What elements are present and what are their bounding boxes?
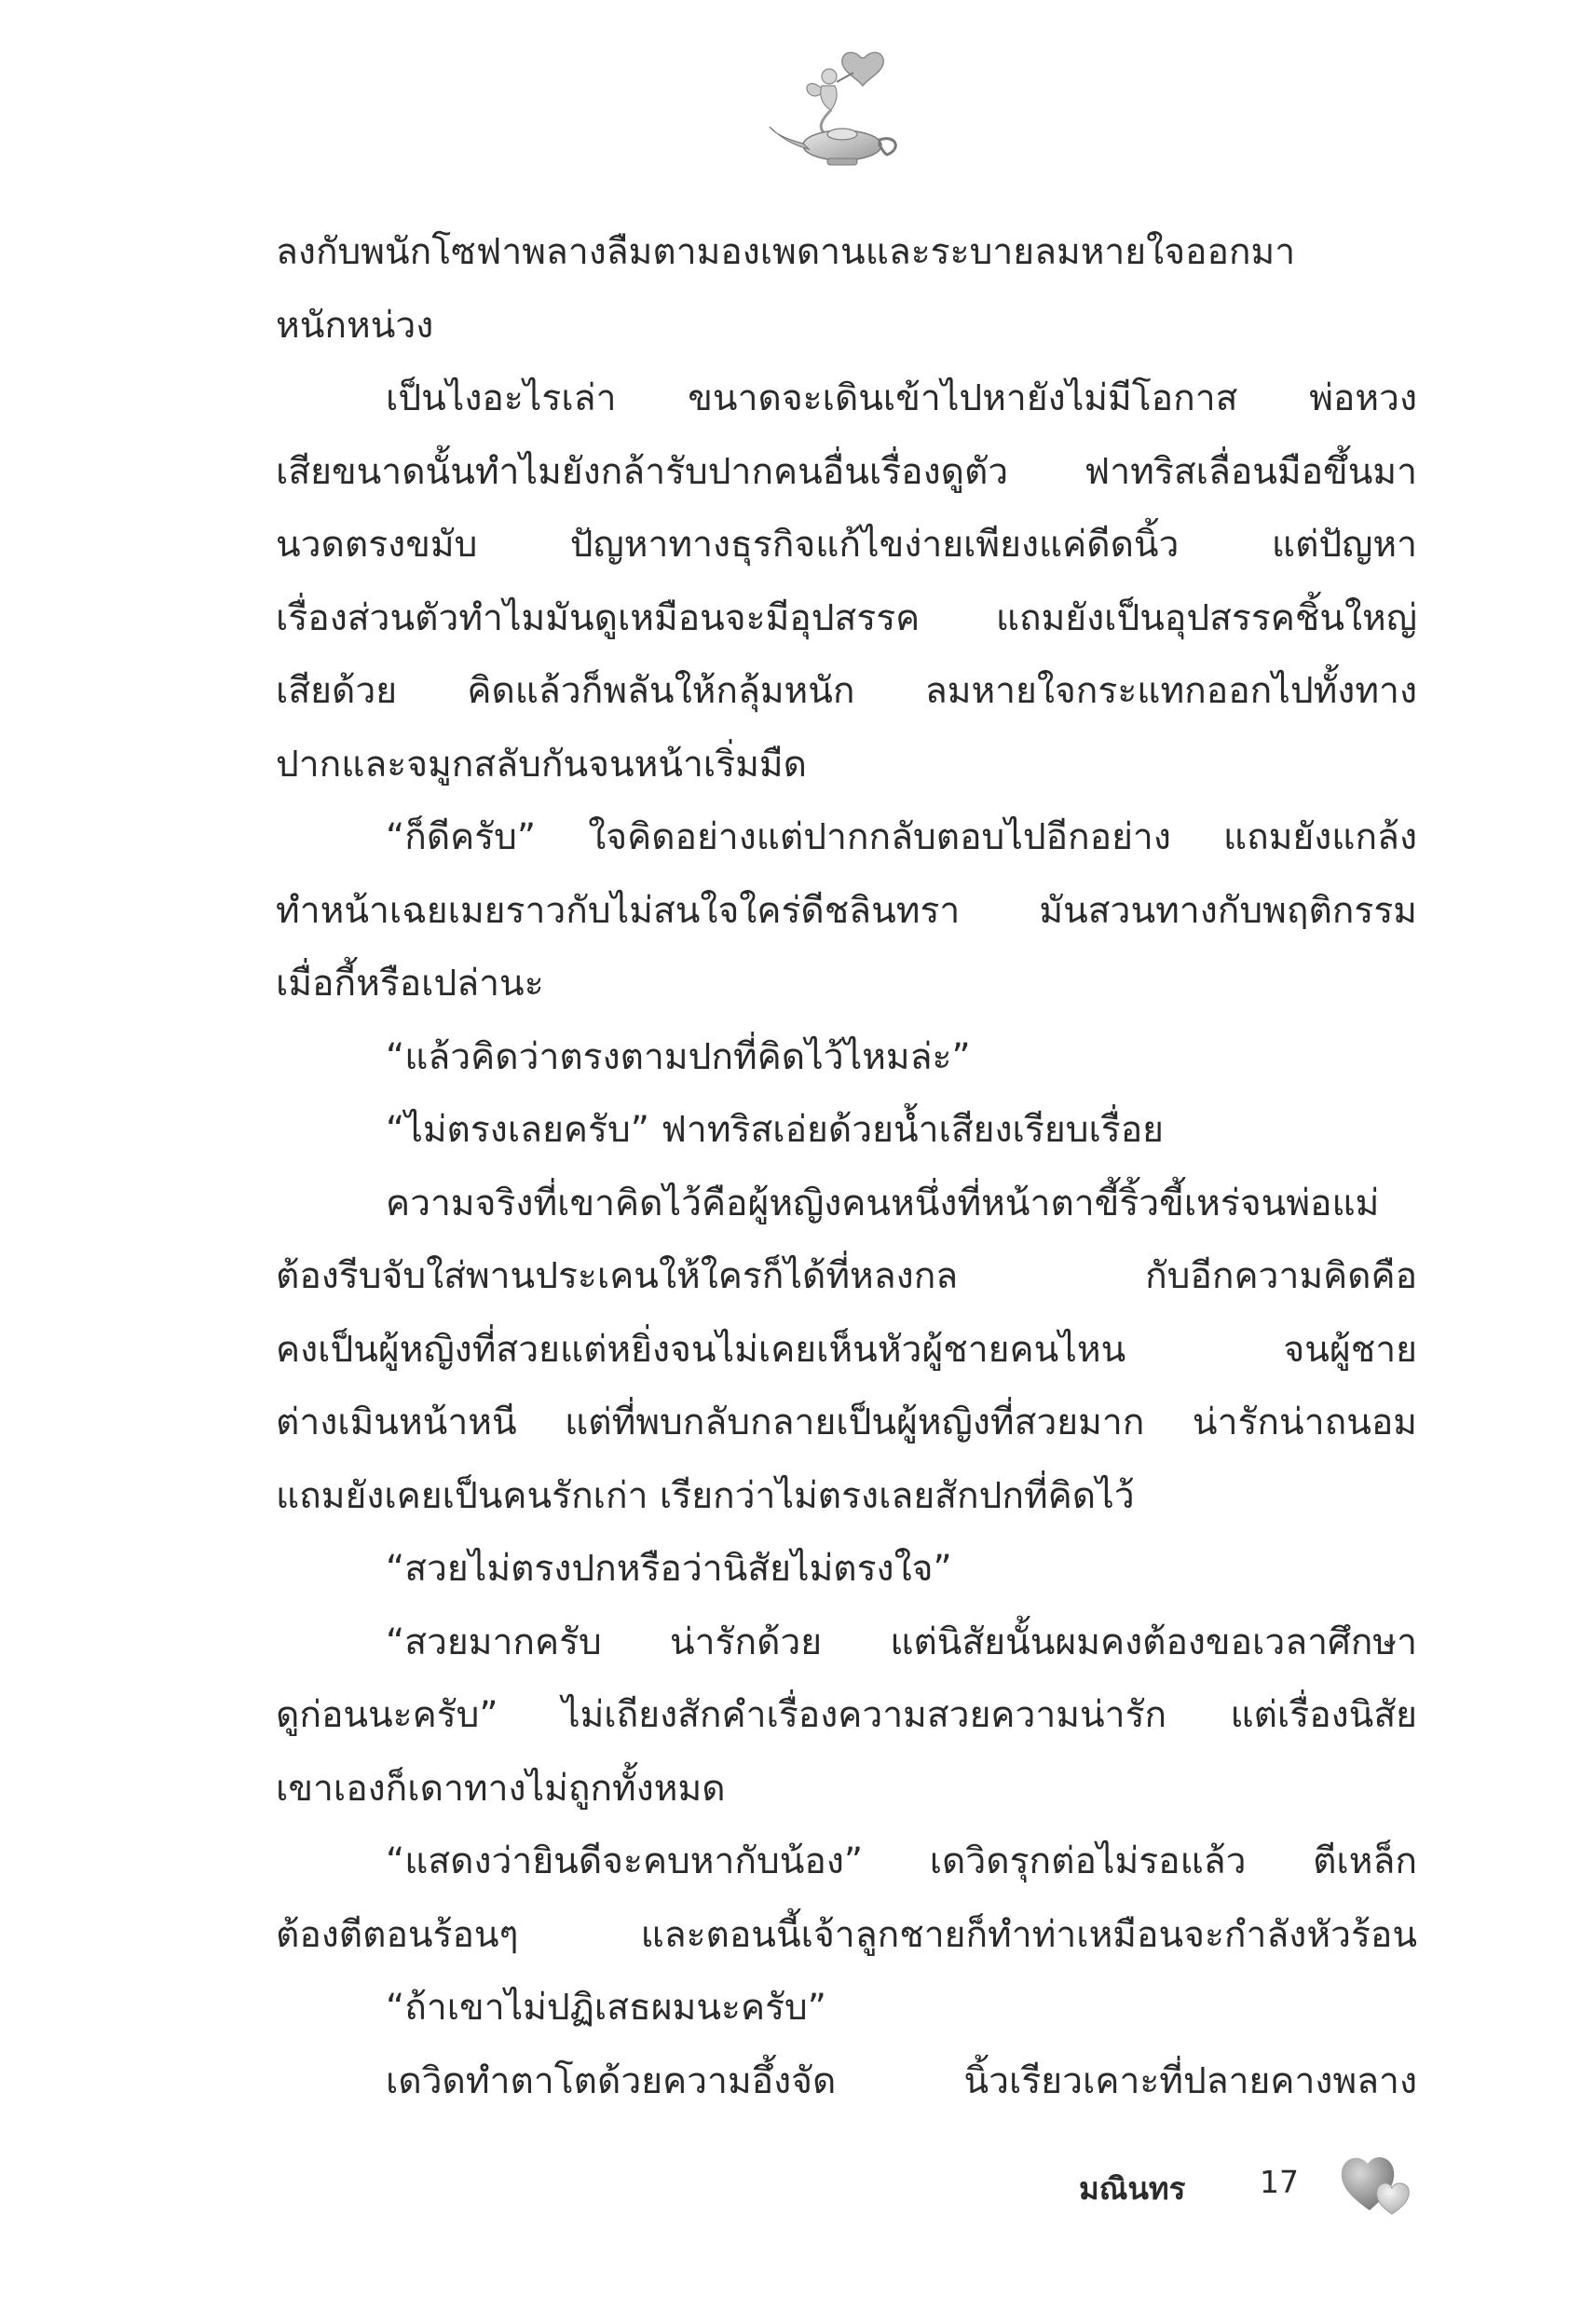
text-line: “สวยไม่ตรงปกหรือว่านิสัยไม่ตรงใจ” [386, 1548, 952, 1590]
text-line: เสียขนาดนั้นทำไมยังกล้ารับปากคนอื่นเรื่องดูตัว ฟาทริสเลื่อนมือขึ้นมา [276, 450, 1417, 493]
body-text [276, 216, 1417, 2118]
genie-lamp-cupid-heart-icon [757, 48, 915, 174]
text-line: เสียด้วย คิดแล้วก็พลันให้กลุ้มหนัก ลมหายใจกระแทกออกไปทั้งทาง [276, 670, 1417, 712]
double-heart-icon [1338, 2149, 1414, 2218]
text-line: เดวิดทำตาโตด้วยความอึ้งจัด นิ้วเรียวเคาะที่ปลายคางพลาง [386, 2059, 1417, 2102]
page-footer [0, 2143, 1596, 2255]
text-line: “ก็ดีครับ” ใจคิดอย่างแต่ปากกลับตอบไปอีกอย่าง แถมยังแกล้ง [386, 816, 1417, 858]
text-line: ลงกับพนักโซฟาพลางลืมตามองเพดานและระบายลมหายใจออกมา [276, 231, 1296, 273]
text-line: “แล้วคิดว่าตรงตามปกที่คิดไว้ไหมล่ะ” [386, 1035, 971, 1078]
page-number: 17 [1260, 2164, 1299, 2200]
text-line: หนักหน่วง [276, 304, 434, 347]
text-line: เรื่องส่วนตัวทำไมมันดูเหมือนจะมีอุปสรรค แถมยังเป็นอุปสรรคชิ้นใหญ่ [276, 596, 1417, 639]
book-title: มณินทร [1079, 2170, 1186, 2207]
text-line: เขาเองก็เดาทางไม่ถูกทั้งหมด [276, 1767, 726, 1810]
text-line: “สวยมากครับ น่ารักด้วย แต่นิสัยนั้นผมคงต้องขอเวลาศึกษา [386, 1620, 1417, 1663]
text-line: นวดตรงขมับ ปัญหาทางธุรกิจแก้ไขง่ายเพียงแค่ดีดนิ้ว แต่ปัญหา [276, 524, 1417, 566]
text-line: แถมยังเคยเป็นคนรักเก่า เรียกว่าไม่ตรงเลยสักปกที่คิดไว้ [276, 1474, 1135, 1517]
text-line: ต้องรีบจับใส่พานประเคนให้ใครก็ได้ที่หลงกล กับอีกความคิดคือ [276, 1255, 1417, 1297]
text-line: ปากและจมูกสลับกันจนหน้าเริ่มมืด [276, 743, 807, 786]
text-line: ดูก่อนนะครับ” ไม่เถียงสักคำเรื่องความสวยความน่ารัก แต่เรื่องนิสัย [276, 1694, 1417, 1736]
text-line: ต้องตีตอนร้อนๆ และตอนนี้เจ้าลูกชายก็ทำท่าเหมือนจะกำลังหัวร้อน [276, 1913, 1417, 1956]
text-line: “แสดงว่ายินดีจะคบหากับน้อง” เดวิดรุกต่อไม่รอแล้ว ตีเหล็ก [386, 1840, 1417, 1882]
text-line: ความจริงที่เขาคิดไว้คือผู้หญิงคนหนึ่งที่หน้าตาขี้ริ้วขี้เหร่จนพ่อแม่ [386, 1182, 1380, 1224]
text-line: “ไม่ตรงเลยครับ” ฟาทริสเอ่ยด้วยน้ำเสียงเรียบเรื่อย [386, 1109, 1164, 1151]
text-line: ทำหน้าเฉยเมยราวกับไม่สนใจใคร่ดีชลินทรา มันสวนทางกับพฤติกรรม [276, 889, 1417, 932]
text-line: เป็นไงอะไรเล่า ขนาดจะเดินเข้าไปหายังไม่มีโอกาส พ่อหวง [386, 377, 1417, 419]
text-line: “ถ้าเขาไม่ปฏิเสธผมนะครับ” [386, 1987, 826, 2029]
text-line: ต่างเมินหน้าหนี แต่ที่พบกลับกลายเป็นผู้หญิงที่สวยมาก น่ารักน่าถนอม [276, 1402, 1417, 1443]
text-line: คงเป็นผู้หญิงที่สวยแต่หยิ่งจนไม่เคยเห็นหัวผู้ชายคนไหน จนผู้ชาย [276, 1328, 1417, 1371]
text-line: เมื่อกี้หรือเปล่านะ [276, 963, 544, 1005]
